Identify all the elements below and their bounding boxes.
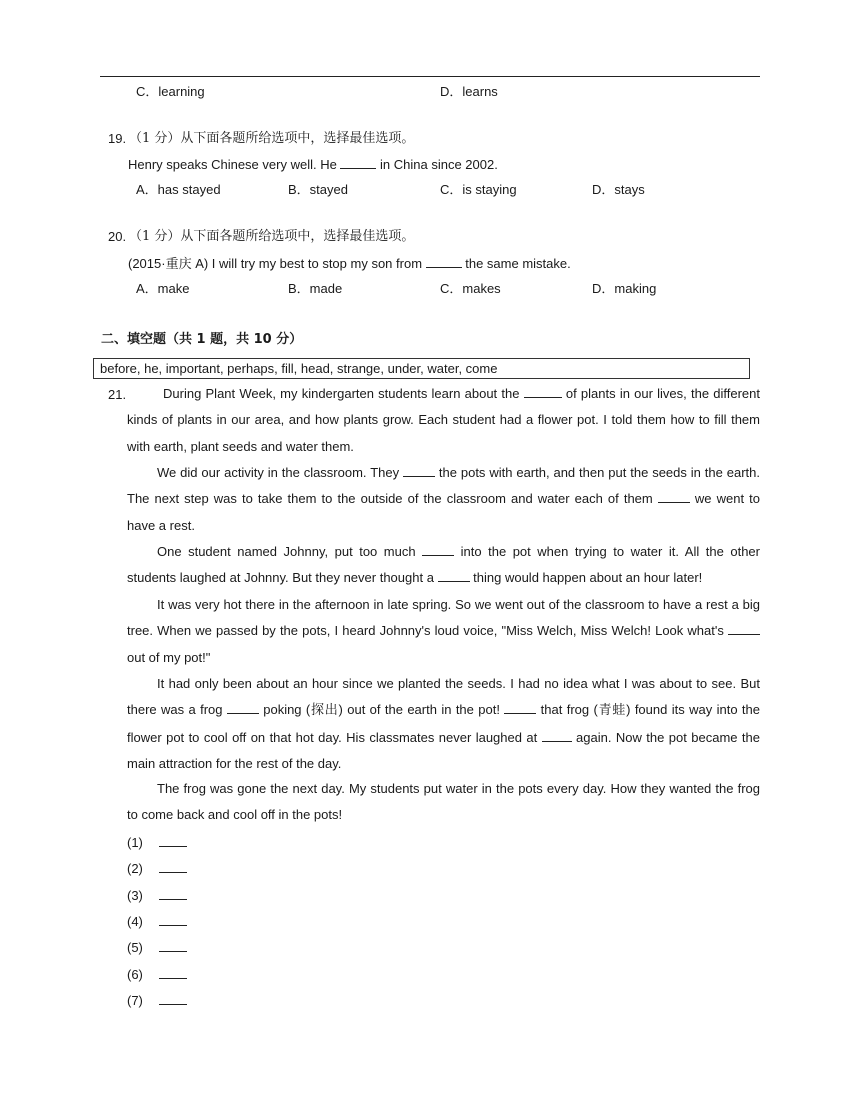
- p5-text-b: poking (: [258, 702, 311, 718]
- q19-prompt: （1 分）从下面各题所给选项中，选择最佳选项。: [129, 131, 415, 146]
- p3-text-a: One student named Johnny, put too much: [157, 544, 423, 559]
- answer-row-5: [127, 939, 187, 957]
- answer-label-3: (3): [127, 888, 143, 903]
- p2-text-c: we went to have a rest.: [127, 491, 760, 533]
- answer-label-4: (4): [127, 914, 143, 929]
- p1-text-a: During Plant Week, my kindergarten students learn about the: [163, 386, 524, 401]
- passage-paragraph-6: The frog was gone the next day. My students put water in the pots every day. How they wanted the frog to come back and cool off in the pots!: [127, 781, 760, 823]
- q20-stem-part-a: (2015·重庆 A) I will try my best to stop my son from: [128, 256, 426, 271]
- passage-paragraph-3: [127, 539, 760, 592]
- q19-option-b[interactable]: B．stayed: [288, 182, 348, 197]
- q19-option-a[interactable]: A．has stayed: [136, 182, 221, 197]
- q19-number: 19.: [108, 131, 127, 146]
- q20-prompt: （1 分）从下面各题所给选项中，选择最佳选项。: [129, 229, 415, 244]
- passage-paragraph-2: [127, 460, 760, 539]
- answer-row-2: [127, 860, 187, 878]
- answer-row-7: [127, 992, 187, 1010]
- answer-line-5[interactable]: [159, 939, 187, 952]
- q21-number: 21.: [108, 387, 127, 402]
- q18-option-c[interactable]: C．learning: [136, 84, 205, 99]
- p5-text-d: that frog (: [536, 702, 598, 718]
- answer-row-1: [127, 834, 187, 852]
- blank-6[interactable]: [728, 622, 760, 635]
- q20-number: 20.: [108, 229, 127, 244]
- q20-option-b[interactable]: B．made: [288, 281, 343, 296]
- q20-stem-part-b: the same mistake.: [461, 256, 571, 271]
- blank-7[interactable]: [227, 701, 259, 714]
- q19-blank[interactable]: [340, 156, 376, 169]
- p2-text-a: We did our activity in the classroom. They: [157, 465, 403, 480]
- blank-3[interactable]: [658, 490, 690, 503]
- p5-text-e: ) found its way into the flower pot to cool off on that hot day. His classmates never laughed at: [127, 702, 760, 745]
- q18-option-d[interactable]: D．learns: [440, 84, 498, 99]
- answer-label-5: (5): [127, 940, 143, 955]
- p4-text-b: out of my pot!": [127, 649, 211, 665]
- answer-line-7[interactable]: [159, 992, 187, 1005]
- q20-option-a[interactable]: A．make: [136, 281, 190, 296]
- p5-chinese-gloss-1: 探出: [310, 703, 339, 719]
- p2-text-b: the pots with earth, and then put the seeds in the earth. The next step was to take them to the outside of the classroom and water each of them: [127, 465, 760, 507]
- p3-text-c: thing would happen about an hour later!: [469, 570, 703, 586]
- answer-line-3[interactable]: [159, 887, 187, 900]
- p4-text-a: It was very hot there in the afternoon in late spring. So we went out of the classroom to have a rest a big tree. When we passed by the pots, I heard Johnny's loud voice, "Miss Welch, Miss Welch! Look what's: [127, 597, 760, 639]
- blank-4[interactable]: [422, 543, 454, 556]
- q19-option-c[interactable]: C．is staying: [440, 182, 517, 197]
- q19-stem-part-a: Henry speaks Chinese very well. He: [128, 157, 341, 172]
- passage-paragraph-1: [127, 381, 760, 460]
- answer-label-7: (7): [127, 993, 143, 1008]
- answer-line-6[interactable]: [159, 966, 187, 979]
- q19-stem: [128, 156, 498, 174]
- answer-row-3: [127, 887, 187, 905]
- q20-option-d[interactable]: D．making: [592, 281, 657, 296]
- q19-stem-part-b: in China since 2002.: [376, 157, 498, 172]
- p5-text-f: again. Now the pot became the main attraction for the rest of the day.: [127, 729, 760, 771]
- passage-paragraph-4: [127, 592, 760, 671]
- blank-9[interactable]: [542, 729, 572, 742]
- q19-option-d[interactable]: D．stays: [592, 182, 645, 197]
- q20-blank[interactable]: [426, 255, 462, 268]
- blank-2[interactable]: [403, 464, 435, 477]
- answer-label-1: (1): [127, 835, 143, 850]
- answer-line-1[interactable]: [159, 834, 187, 847]
- blank-1[interactable]: [524, 385, 562, 398]
- blank-8[interactable]: [504, 701, 536, 714]
- answer-row-6: [127, 966, 187, 984]
- answer-line-2[interactable]: [159, 860, 187, 873]
- p5-text-c: ) out of the earth in the pot!: [338, 702, 505, 718]
- p5-text-a: It had only been about an hour since we planted the seeds. I had no idea what I was about to see. But there was a frog: [127, 676, 760, 718]
- p5-chinese-gloss-2: 青蛙: [597, 703, 627, 719]
- answer-label-2: (2): [127, 861, 143, 876]
- p3-text-b: into the pot when trying to water it. All the other students laughed at Johnny. But they never thought a: [127, 544, 760, 586]
- passage-paragraph-5: [127, 671, 760, 777]
- answer-row-4: [127, 913, 187, 931]
- p1-text-b: of plants in our lives, the different kinds of plants in our area, and how plants grow. Each student had a flower pot. I told them how to fill them with earth, plant seeds and water them.: [127, 386, 760, 454]
- answer-line-4[interactable]: [159, 913, 187, 926]
- word-bank-box: before, he, important, perhaps, fill, head, strange, under, water, come: [93, 358, 750, 379]
- q20-option-c[interactable]: C．makes: [440, 281, 501, 296]
- header-rule: [100, 76, 760, 77]
- q20-stem: [128, 255, 571, 273]
- blank-5[interactable]: [438, 569, 470, 582]
- section-title: 二、填空题（共 1 题，共 10 分）: [101, 332, 303, 347]
- answer-label-6: (6): [127, 967, 143, 982]
